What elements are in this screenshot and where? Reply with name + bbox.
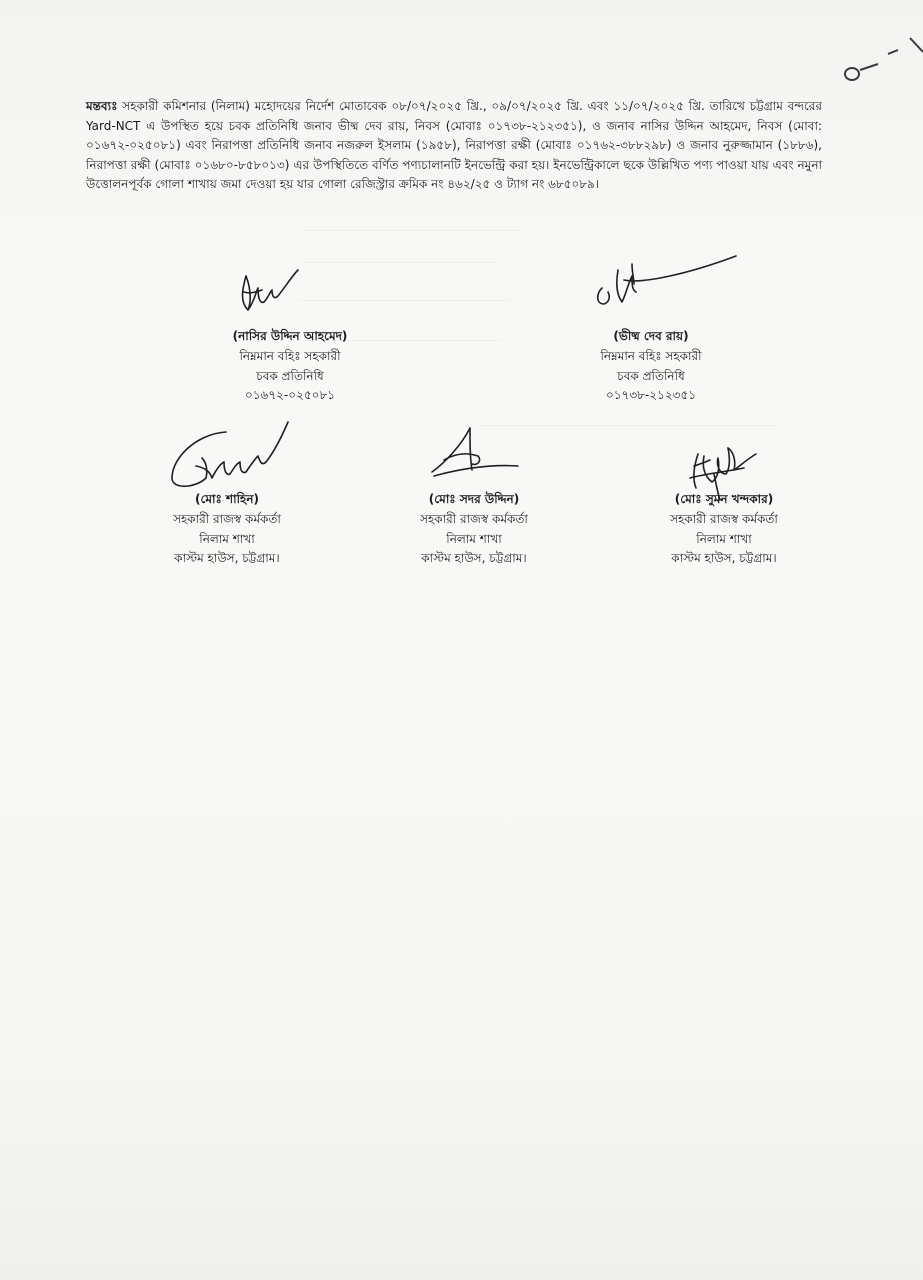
signatory-organization: চবক প্রতিনিধি — [256, 368, 324, 383]
signatory-phone: ০১৭৩৮-২১২৩৫১ — [605, 388, 697, 403]
signatory-name: (মোঃ সদর উদ্দিন) — [428, 492, 520, 506]
signatory-office: কাস্টম হাউস, চট্টগ্রাম। — [671, 551, 777, 566]
signatory-name: (নাসির উদ্দিন আহমেদ) — [232, 329, 348, 343]
signatory-branch: নিলাম শাখা — [696, 531, 752, 546]
signatory-designation: নিম্নমান বহিঃ সহকারী — [239, 348, 341, 363]
signatory-office: কাস্টম হাউস, চট্টগ্রাম। — [421, 551, 527, 566]
remarks-paragraph — [86, 97, 822, 195]
signatory-office: কাস্টম হাউস, চট্টগ্রাম। — [174, 551, 280, 566]
signatory-designation: সহকারী রাজস্ব কর্মকর্তা — [670, 511, 778, 526]
bleed-through-line — [300, 230, 520, 231]
signatory-phone: ০১৬৭২-০২৫০৮১ — [244, 388, 336, 403]
signature-md-sadar-uddin — [426, 424, 522, 482]
signatory-bhishma-dev-roy — [546, 327, 756, 406]
signature-bhishma-dev-roy — [588, 250, 740, 320]
signatory-md-shahin — [132, 490, 322, 569]
signatory-name: (মোঃ শাহিন) — [194, 492, 260, 506]
signatory-name: (ভীষ্ম দেব রায়) — [613, 329, 689, 343]
signatory-md-sumon-khondokar — [624, 490, 824, 569]
signatory-designation: সহকারী রাজস্ব কর্মকর্তা — [420, 511, 528, 526]
bleed-through-line — [480, 425, 780, 426]
signature-nasir-uddin-ahmed — [232, 262, 302, 322]
signatory-name: (মোঃ সুমন খন্দকার) — [674, 492, 774, 506]
bleed-through-line — [300, 300, 510, 301]
signatory-designation: নিম্নমান বহিঃ সহকারী — [600, 348, 702, 363]
signatory-nasir-uddin-ahmed — [186, 327, 394, 406]
signatory-branch: নিলাম শাখা — [199, 531, 255, 546]
remarks-text: সহকারী কমিশনার (নিলাম) মহোদয়ের নির্দেশ মোতাবেক ০৮/০৭/২০২৫ খ্রি., ০৯/০৭/২০২৫ খ্রি. এবং ১১/০৭/২০২৫ খ্রি. তারিখে চট্টগ্রাম বন্দরের Yard-NCT এ উপস্থিত হয়ে চবক প্রতিনিধি জনাব ভীষ্ম দেব রায়, নিবস (মোবাঃ ০১৭৩৮-২১২৩৫১), ও জনাব নাসির উদ্দিন আহমেদ, নিবস (মোবা: ০১৬৭২-০২৫০৮১) এবং নিরাপত্তা প্রতিনিধি জনাব নজরুল ইসলাম (১৯৫৮), নিরাপত্তা রক্ষী (মোবাঃ ০১৭৬২-৩৮৮২৯৮) ও জনাব নুরুজ্জামান (১৮৮৬), নিরাপত্তা রক্ষী (মোবাঃ ০১৬৮০-৮৫৮০১৩) এর উপস্থিতিতে বর্ণিত পণ্যচালানটি ইনভেন্ট্রি করা হয়। ইনভেন্ট্রিকালে ছকে উল্লিখিত পণ্য পাওয়া যায় এবং নমুনা উত্তোলনপূর্বক গোলা শাখায় জমা দেওয়া হয় যার গোলা রেজিস্ট্রার ক্রমিক নং ৪৬২/২৫ ও ট্যাগ নং ৬৮৫০৮৯। — [86, 99, 822, 192]
remarks-label: মন্তব্যঃ — [86, 99, 118, 113]
bleed-through-line — [300, 262, 500, 263]
signature-md-shahin — [166, 418, 292, 492]
corner-pen-mark — [838, 30, 923, 90]
signatory-designation: সহকারী রাজস্ব কর্মকর্তা — [173, 511, 281, 526]
signatory-organization: চবক প্রতিনিধি — [617, 368, 685, 383]
signatory-md-sadar-uddin — [384, 490, 564, 569]
signatory-branch: নিলাম শাখা — [446, 531, 502, 546]
